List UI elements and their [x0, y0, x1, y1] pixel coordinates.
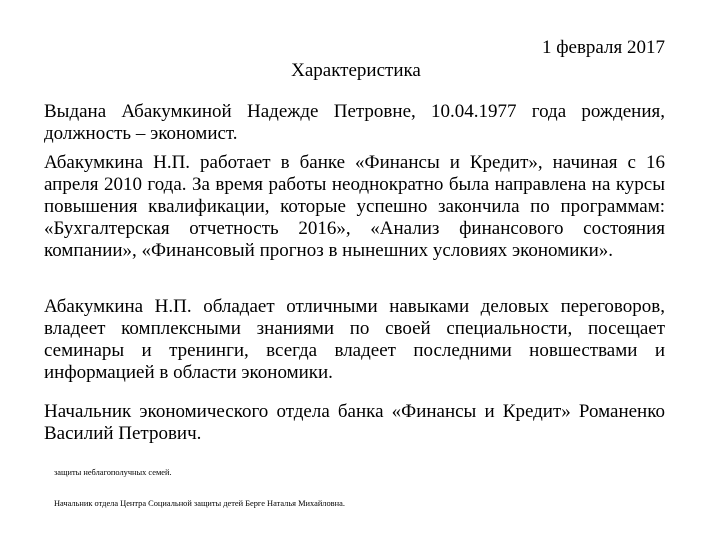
paragraph-employment: Абакумкина Н.П. работает в банке «Финансы и Кредит», начиная с 16 апреля 2010 года. За время работы неоднократно была направлена на курсы повышения квалификации, которые успешно закончила по программам: «Бухгалтерская отчетность 2016», «Анализ финансового состояния компании», «Финансовый прогноз в нынешних условиях экономики». — [44, 152, 665, 261]
paragraph-skills: Абакумкина Н.П. обладает отличными навыками деловых переговоров, владеет комплексными знаниями по своей специальности, посещает семинары и тренинги, всегда владеет последними новшествами и информацией в области экономики. — [44, 296, 665, 383]
small-text-signatory: Начальник отдела Центра Социальной защиты детей Берге Наталья Михайловна. — [54, 499, 345, 508]
paragraph-issued-to: Выдана Абакумкиной Надежде Петровне, 10.04.1977 года рождения, должность – экономист. — [44, 101, 665, 144]
small-text-fragment: защиты неблагополучных семей. — [54, 468, 172, 477]
document-date: 1 февраля 2017 — [541, 37, 665, 58]
document-title: Характеристика — [291, 60, 421, 81]
paragraph-signatory: Начальник экономического отдела банка «Финансы и Кредит» Романенко Василий Петрович. — [44, 401, 665, 444]
